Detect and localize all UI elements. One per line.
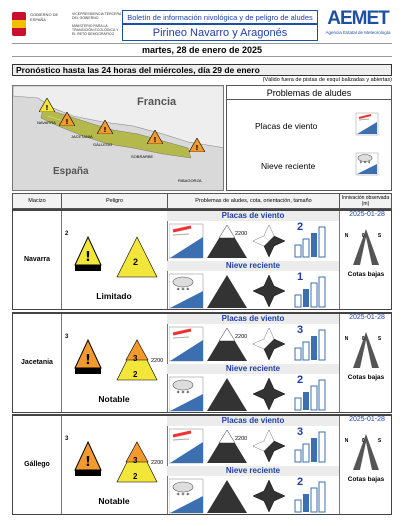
problem-2-size: 2 [297, 476, 304, 488]
svg-text:!: ! [153, 136, 157, 144]
problem-2-header: Nieve reciente [167, 261, 339, 271]
problem-2-icons [169, 273, 339, 309]
region-row [12, 209, 392, 310]
snow-letters: N 0 S [344, 233, 388, 239]
map-label-espana: España [53, 166, 89, 177]
coat-of-arms-icon [12, 12, 26, 36]
column-divider [339, 211, 340, 309]
danger-label: Limitado [96, 291, 132, 301]
problem-2-icons [169, 478, 339, 514]
gov-logo [12, 10, 120, 42]
snow-letters: N 0 S [344, 438, 388, 444]
problem-2-header: Nieve reciente [167, 364, 339, 374]
svg-text:!: ! [85, 455, 91, 470]
split-elevation: 2200 [151, 358, 164, 364]
region-row [12, 312, 392, 413]
mountain-level: 2 [133, 257, 139, 267]
region-map [12, 85, 224, 191]
bulletin-title: Boletín de información nivológica y de peligro de aludes [122, 10, 318, 24]
svg-text:!: ! [65, 118, 69, 126]
problem-1-icons [169, 428, 339, 464]
svg-text:!: ! [85, 353, 91, 368]
map-label-sobrarbe: SOBRARBE [131, 154, 154, 159]
aemet-logo-sub: Agencia Estatal de Meteorología [325, 30, 391, 35]
split-lower-level: 2 [133, 472, 138, 481]
map-danger-marker [39, 98, 55, 117]
problem-1-icons [169, 326, 339, 362]
svg-text:* * *: * * * [176, 492, 190, 499]
danger-level-icon [73, 233, 103, 273]
column-divider [339, 314, 340, 412]
problem-1-size: 3 [297, 426, 304, 438]
region-row [12, 414, 392, 515]
map-label-jacetania: JACETANIA [71, 134, 93, 139]
danger-label: Notable [98, 394, 130, 404]
split-upper-level: 3 [133, 456, 138, 465]
gov-text-2: VICEPRESIDENCIA TERCERA DEL GOBIERNO [72, 12, 122, 20]
split-elevation: 2200 [151, 460, 164, 466]
gov-text-3: MINISTERIO PARA LA TRANSICIÓN ECOLÓGICA Y EL RETO DEMOGRÁFICO [72, 24, 119, 36]
map-label-navarra: NAVARRA [37, 120, 56, 125]
problem-2-icons [169, 376, 339, 412]
split-lower-level: 2 [133, 370, 138, 379]
danger-level-number: 2 [65, 231, 69, 237]
snow-label: Cotas bajas [347, 374, 385, 381]
problem-1-header: Placas de viento [167, 211, 339, 221]
problem-1-date: 2025-01-28 [349, 211, 385, 218]
danger-level-icon [73, 336, 103, 376]
problem-2-label: Nieve reciente [261, 161, 316, 171]
map-danger-marker [147, 130, 163, 149]
snow-label: Cotas bajas [347, 476, 385, 483]
danger-level-number: 3 [65, 436, 69, 442]
problem-2-size: 2 [297, 374, 304, 386]
problem-1-header: Placas de viento [167, 314, 339, 324]
danger-label: Notable [98, 496, 130, 506]
problem-1-header: Placas de viento [167, 416, 339, 426]
map-label-ribagorza: RIBAGORZA [178, 178, 202, 183]
new-snow-icon [355, 152, 379, 176]
problem-2-header: Nieve reciente [167, 466, 339, 476]
problem-1-date: 2025-01-28 [349, 314, 385, 321]
snow-label: Cotas bajas [347, 271, 385, 278]
snow-letters: N 0 S [344, 336, 388, 342]
split-upper-level: 3 [133, 354, 138, 363]
problems-panel-title: Problemas de aludes [227, 86, 391, 100]
svg-text:* * *: * * * [176, 287, 190, 294]
problems-panel [226, 85, 392, 191]
problem-1-date: 2025-01-28 [349, 416, 385, 423]
problem-1-label: Placas de viento [255, 121, 318, 131]
problem-1-elevation: 2200 [235, 334, 248, 340]
svg-text:* * *: * * * [359, 161, 371, 167]
map-label-gallego: GÁLLEGO [93, 142, 113, 147]
column-divider [167, 211, 168, 309]
problem-1-size: 3 [297, 324, 304, 336]
column-divider [167, 416, 168, 514]
column-divider [339, 416, 340, 514]
aemet-logo [322, 8, 394, 42]
svg-text:!: ! [103, 126, 107, 134]
column-divider [167, 314, 168, 412]
danger-level-icon [73, 438, 103, 478]
map-danger-marker [59, 112, 75, 131]
danger-level-number: 3 [65, 334, 69, 340]
problem-1-size: 2 [297, 221, 304, 233]
col-innivacion: Innivación observada (m) [339, 194, 391, 208]
validity-note: (Válido fuera de pistas de esquí balizadas y abiertas) [262, 77, 392, 83]
region-name: Navarra [23, 256, 51, 263]
map-label-francia: Francia [137, 96, 177, 108]
table-header [12, 193, 392, 209]
svg-text:* * *: * * * [176, 390, 190, 397]
zone-title: Pirineo Navarro y Aragonés [122, 24, 318, 41]
svg-text:!: ! [85, 250, 91, 265]
date-line: martes, 28 de enero de 2025 [12, 43, 392, 57]
col-problemas: Problemas de aludes, cota, orientación, tamaño [167, 194, 339, 208]
col-peligro: Peligro [61, 194, 167, 208]
gov-text-1: GOBIERNO DE ESPAÑA [30, 12, 59, 22]
forecast-title: Pronóstico hasta las 24 horas del miércoles, día 29 de enero [12, 64, 392, 76]
problem-1-elevation: 2200 [235, 231, 248, 237]
region-name: Gállego [24, 461, 50, 468]
aemet-logo-text: AEMET [327, 8, 389, 29]
wind-slab-icon [355, 112, 379, 136]
problem-1-elevation: 2200 [235, 436, 248, 442]
map-danger-marker [189, 138, 205, 157]
svg-text:!: ! [45, 104, 49, 112]
problem-1-icons [169, 223, 339, 259]
map-danger-marker [97, 120, 113, 139]
col-macizo: Macizo [28, 198, 46, 204]
svg-text:!: ! [195, 144, 199, 152]
region-name: Jacetania [21, 359, 53, 366]
problem-2-size: 1 [297, 271, 304, 283]
